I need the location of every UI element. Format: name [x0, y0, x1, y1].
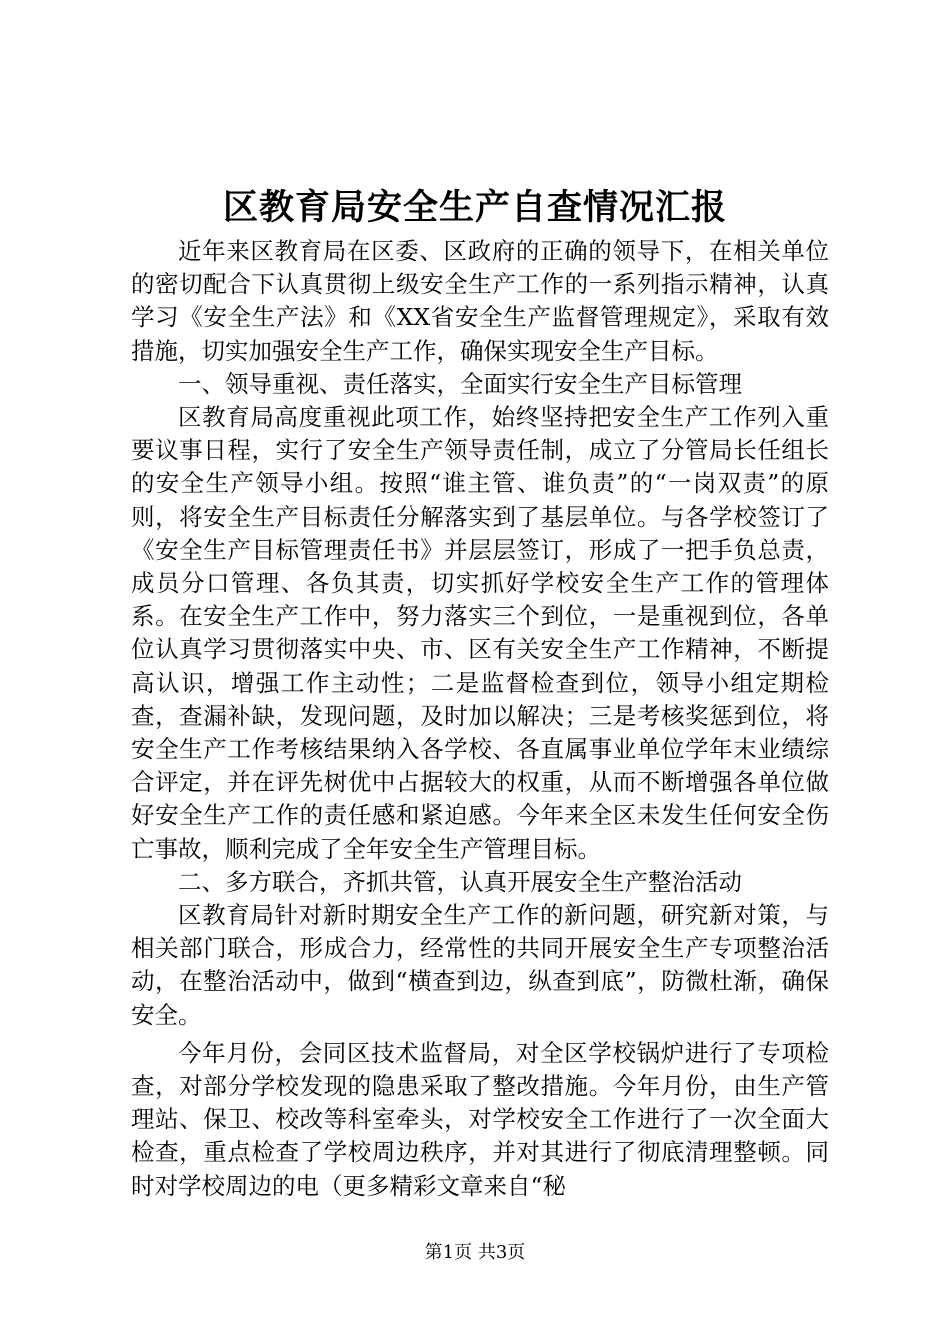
document-body [131, 235, 829, 1203]
section-heading-2: 二、多方联合，齐抓共管，认真开展安全生产整治活动 [178, 867, 742, 896]
page-footer: 第1页 共3页 [424, 1242, 526, 1263]
intro-paragraph: 近年来区教育局在区委、区政府的正确的领导下，在相关单位的密切配合下认真贯彻上级安全生产工作的一系列指示精神，认真学习《安全生产法》和《XX省安全生产监督管理规定》，采取有效措施，切实加强安全生产工作，确保实现安全生产目标。 [131, 237, 829, 365]
document-title: 区教育局安全生产自查情况汇报 [222, 187, 727, 228]
section-2-paragraph-2: 今年月份，会同区技术监督局，对全区学校锅炉进行了专项检查，对部分学校发现的隐患采取了整改措施。今年月份，由生产管理站、保卫、校改等科室牵头，对学校安全工作进行了一次全面大检查，重点检查了学校周边秩序，并对其进行了彻底清理整顿。同时对学校周边的电（更多精彩文章来自“秘 [131, 1038, 829, 1200]
section-heading-1: 一、领导重视、责任落实，全面实行安全生产目标管理 [178, 369, 742, 398]
section-1-paragraph: 区教育局高度重视此项工作，始终坚持把安全生产工作列入重要议事日程，实行了安全生产领导责任制，成立了分管局长任组长的安全生产领导小组。按照“谁主管、谁负责”的“一岗双责”的原则，将安全生产目标责任分解落实到了基层单位。与各学校签订了《安全生产目标管理责任书》并层层签订，形成了一把手负总责，成员分口管理、各负其责，切实抓好学校安全生产工作的管理体系。在安全生产工作中，努力落实三个到位，一是重视到位，各单位认真学习贯彻落实中央、市、区有关安全生产工作精神，不断提高认识，增强工作主动性；二是监督检查到位，领导小组定期检查，查漏补缺，发现问题，及时加以解决；三是考核奖惩到位，将安全生产工作考核结果纳入各学校、各直属事业单位学年末业绩综合评定，并在评先树优中占据较大的权重，从而不断增强各单位做好安全生产工作的责任感和紧迫感。今年来全区未发生任何安全伤亡事故，顺利完成了全年安全生产管理目标。 [131, 403, 829, 863]
section-2-paragraph-1: 区教育局针对新时期安全生产工作的新问题，研究新对策，与相关部门联合，形成合力，经常性的共同开展安全生产专项整治活动，在整治活动中，做到“横查到边，纵查到底”，防微杜渐，确保安全。 [131, 901, 829, 1029]
